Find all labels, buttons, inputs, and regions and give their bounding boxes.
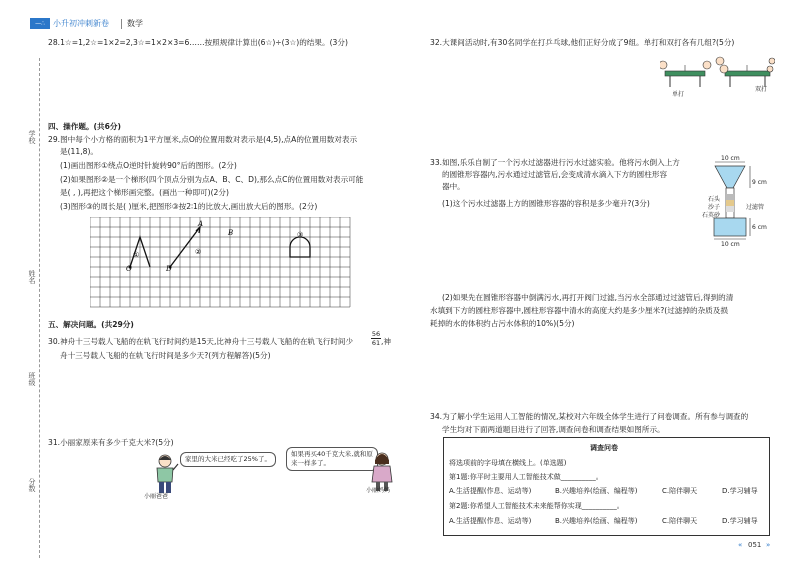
label-d: D — [166, 265, 172, 273]
q31-text: 31.小丽家原来有多少千克大米?(5分) — [48, 438, 174, 447]
q30-fraction-denominator: 61 — [371, 339, 381, 347]
label-shape1: ① — [133, 251, 140, 259]
bubble-dad: 家里的大米已经吃了25%了。 — [180, 452, 276, 467]
q33-part2a: (2)如果先在圆锥形容器中倒满污水,再打开阀门过滤,当污水全部通过过滤管后,得到的清 — [442, 293, 734, 302]
dad-label: 小丽爸爸 — [144, 493, 169, 500]
series-title: 小升初冲刺新卷 — [53, 19, 109, 28]
binding-class: 班级 — [28, 372, 36, 386]
survey-q2-option-b: B.兴趣培养(绘画、编程等) — [555, 517, 638, 525]
q29-part1: (1)画出图形①绕点O逆时针旋转90°后的图形。(2分) — [60, 161, 237, 170]
survey-instruction: 将选项前的字母填在横线上。(单选题) — [449, 459, 567, 467]
q33-line2: 的圆锥形容器内,污水通过过滤管后,会变成清水滴入下方的圆柱形容 — [442, 170, 668, 179]
section5-heading: 五、解决问题。(共29分) — [48, 320, 134, 329]
q29-part2: (2)如果图形②是一个梯形(四个顶点分别为点A、B、C、D),那么点C的位置用数对表示可能 — [60, 175, 364, 184]
q32-text: 32.大课间活动时,有30名同学在打乒乓球,他们正好分成了9组。单打和双打各有几组?(5分) — [430, 38, 735, 47]
label-shape3: ③ — [297, 231, 304, 239]
bubble-mom: 如果再买40千克大米,就和原来一样多了。 — [286, 447, 378, 471]
single-label: 单打 — [672, 91, 685, 98]
q33-line1: 33.如图,乐乐自制了一个污水过滤器进行污水过滤实验。他将污水倒入上方 — [430, 158, 680, 167]
mom-label: 小丽妈妈 — [366, 487, 391, 494]
filter-cone-height: 9 cm — [752, 179, 767, 186]
section4-heading: 四、操作题。(共6分) — [48, 122, 121, 131]
q33-part2c: 耗掉的水的体积约占污水体积的10%)(5分) — [430, 319, 575, 328]
page-prev-icon: « — [738, 541, 743, 549]
filter-stone: 石头 — [708, 196, 721, 203]
survey-q1-option-b: B.兴趣培养(绘画、编程等) — [555, 487, 638, 495]
survey-q1-option-a: A.生活提醒(作息、运动等) — [449, 487, 532, 495]
q30-fraction — [371, 330, 381, 347]
survey-q1-option-d: D.学习辅导 — [722, 487, 758, 495]
double-label: 双打 — [755, 86, 768, 93]
filter-top-width: 10 cm — [721, 155, 740, 162]
grid-lines — [90, 217, 350, 307]
filter-bottom-width: 10 cm — [721, 241, 740, 248]
q33-part1: (1)这个污水过滤器上方的圆锥形容器的容积是多少毫升?(3分) — [442, 199, 650, 208]
header-divider — [121, 19, 122, 29]
q29-line1: 29.图中每个小方格的面积为1平方厘米,点O的位置用数对表示是(4,5),点A的位置用数对表示 — [48, 135, 358, 144]
label-shape2: ② — [195, 248, 202, 256]
q29-part3: (3)图形③的周长是( )厘米,把图形③按2∶1的比放大,画出放大后的图形。(2分) — [60, 202, 318, 211]
q30-line1b: ,神 — [381, 337, 392, 346]
survey-q1: 第1题:你平时主要用人工智能技术做__________。 — [449, 473, 603, 481]
filter-cylinder-height: 6 cm — [752, 224, 767, 231]
survey-q2-option-d: D.学习辅导 — [722, 517, 758, 525]
label-a: A — [198, 220, 204, 228]
series-badge: —∴ — [30, 18, 50, 29]
survey-q2-option-a: A.生活提醒(作息、运动等) — [449, 517, 532, 525]
q34-line2: 学生均对下面两道题目进行了回答,调查问卷和调查结果如图所示。 — [442, 425, 665, 434]
survey-title: 调查问卷 — [590, 444, 618, 452]
q34-line1: 34.为了解小学生运用人工智能的情况,某校对六年级全体学生进行了问卷调查。所有参与调查的 — [430, 412, 749, 421]
q33-part2b: 水填到下方的圆柱形容器中,圆柱形容器中清水的高度大约是多少厘米?(过滤掉的杂质及损 — [430, 306, 728, 315]
page-number: 051 — [748, 541, 762, 549]
grid-figure — [90, 217, 352, 317]
survey-q1-option-c: C.陪伴聊天 — [662, 487, 698, 495]
page-next-icon: » — [766, 541, 771, 549]
q29-part2b: 是( , ),再把这个梯形画完整。(画出一种即可)(2分) — [60, 188, 229, 197]
filter-sand: 沙子 — [708, 204, 721, 211]
dad-figure-icon — [150, 454, 180, 494]
binding-name: 姓名 — [28, 270, 36, 284]
filter-pipe: 过滤管 — [746, 204, 765, 211]
binding-school: 学校 — [28, 130, 36, 144]
q30-line2: 舟十三号载人飞船的在轨飞行时间是多少天?(列方程解答)(5分) — [60, 351, 271, 360]
binding-score: 分数 — [28, 478, 36, 492]
q29-line2: 是(11,8)。 — [60, 147, 99, 156]
q28-text: 28.1☆=1,2☆=1×2=2,3☆=1×2×3=6……按照规律计算出(6☆)÷(3☆)的结果。(3分) — [48, 38, 348, 47]
subject-label: 数学 — [127, 19, 143, 28]
q30-fraction-numerator: 56 — [371, 330, 381, 338]
binding-line — [39, 58, 40, 558]
label-o: O — [126, 265, 132, 273]
survey-q2-option-c: C.陪伴聊天 — [662, 517, 698, 525]
q33-line3: 器中。 — [442, 182, 465, 191]
survey-q2: 第2题:你希望人工智能技术未来能帮你实现__________。 — [449, 502, 624, 510]
q30-line1a: 30.神舟十三号载人飞船的在轨飞行时间约是15天,比神舟十三号载人飞船的在轨飞行时间少 — [48, 337, 354, 346]
label-b: B — [228, 229, 234, 237]
filter-quartz: 石英砂 — [702, 212, 721, 219]
